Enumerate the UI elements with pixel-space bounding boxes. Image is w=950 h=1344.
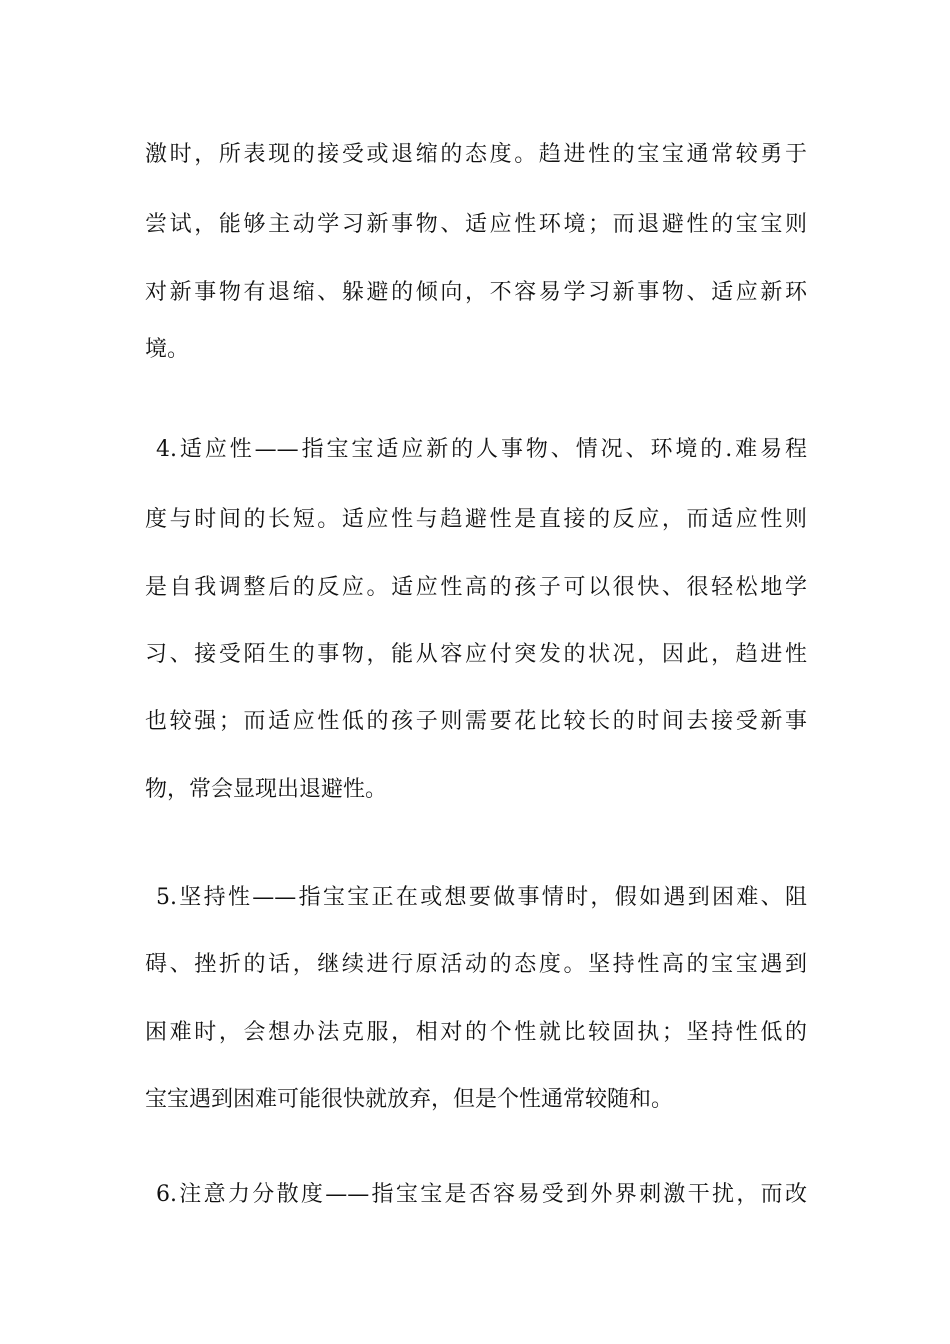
text-line: 5.坚持性——指宝宝正在或想要做事情时，假如遇到困难、阻 bbox=[156, 885, 807, 910]
text-line: 碍、挫折的话，继续进行原活动的态度。坚持性高的宝宝遇到 bbox=[145, 952, 807, 977]
text-line: 习、接受陌生的事物，能从容应付突发的状况，因此，趋进性 bbox=[145, 642, 807, 667]
text-line: 对新事物有退缩、躲避的倾向，不容易学习新事物、适应新环 bbox=[145, 280, 807, 305]
text-line: 也较强；而适应性低的孩子则需要花比较长的时间去接受新事 bbox=[145, 709, 807, 734]
text-line: 是自我调整后的反应。适应性高的孩子可以很快、很轻松地学 bbox=[145, 575, 807, 600]
text-line: 6.注意力分散度——指宝宝是否容易受到外界刺激干扰，而改 bbox=[156, 1182, 807, 1207]
text-line: 境。 bbox=[145, 337, 190, 362]
text-line: 宝宝遇到困难可能很快就放弃，但是个性通常较随和。 bbox=[145, 1087, 674, 1112]
text-line: 度与时间的长短。适应性与趋避性是直接的反应，而适应性则 bbox=[145, 507, 807, 532]
text-line: 4.适应性——指宝宝适应新的人事物、情况、环境的.难易程 bbox=[156, 437, 807, 462]
text-line: 物，常会显现出退避性。 bbox=[145, 777, 388, 802]
text-line: 激时，所表现的接受或退缩的态度。趋进性的宝宝通常较勇于 bbox=[145, 142, 807, 167]
text-line: 困难时，会想办法克服，相对的个性就比较固执；坚持性低的 bbox=[145, 1020, 807, 1045]
text-line: 尝试，能够主动学习新事物、适应性环境；而退避性的宝宝则 bbox=[145, 212, 807, 237]
